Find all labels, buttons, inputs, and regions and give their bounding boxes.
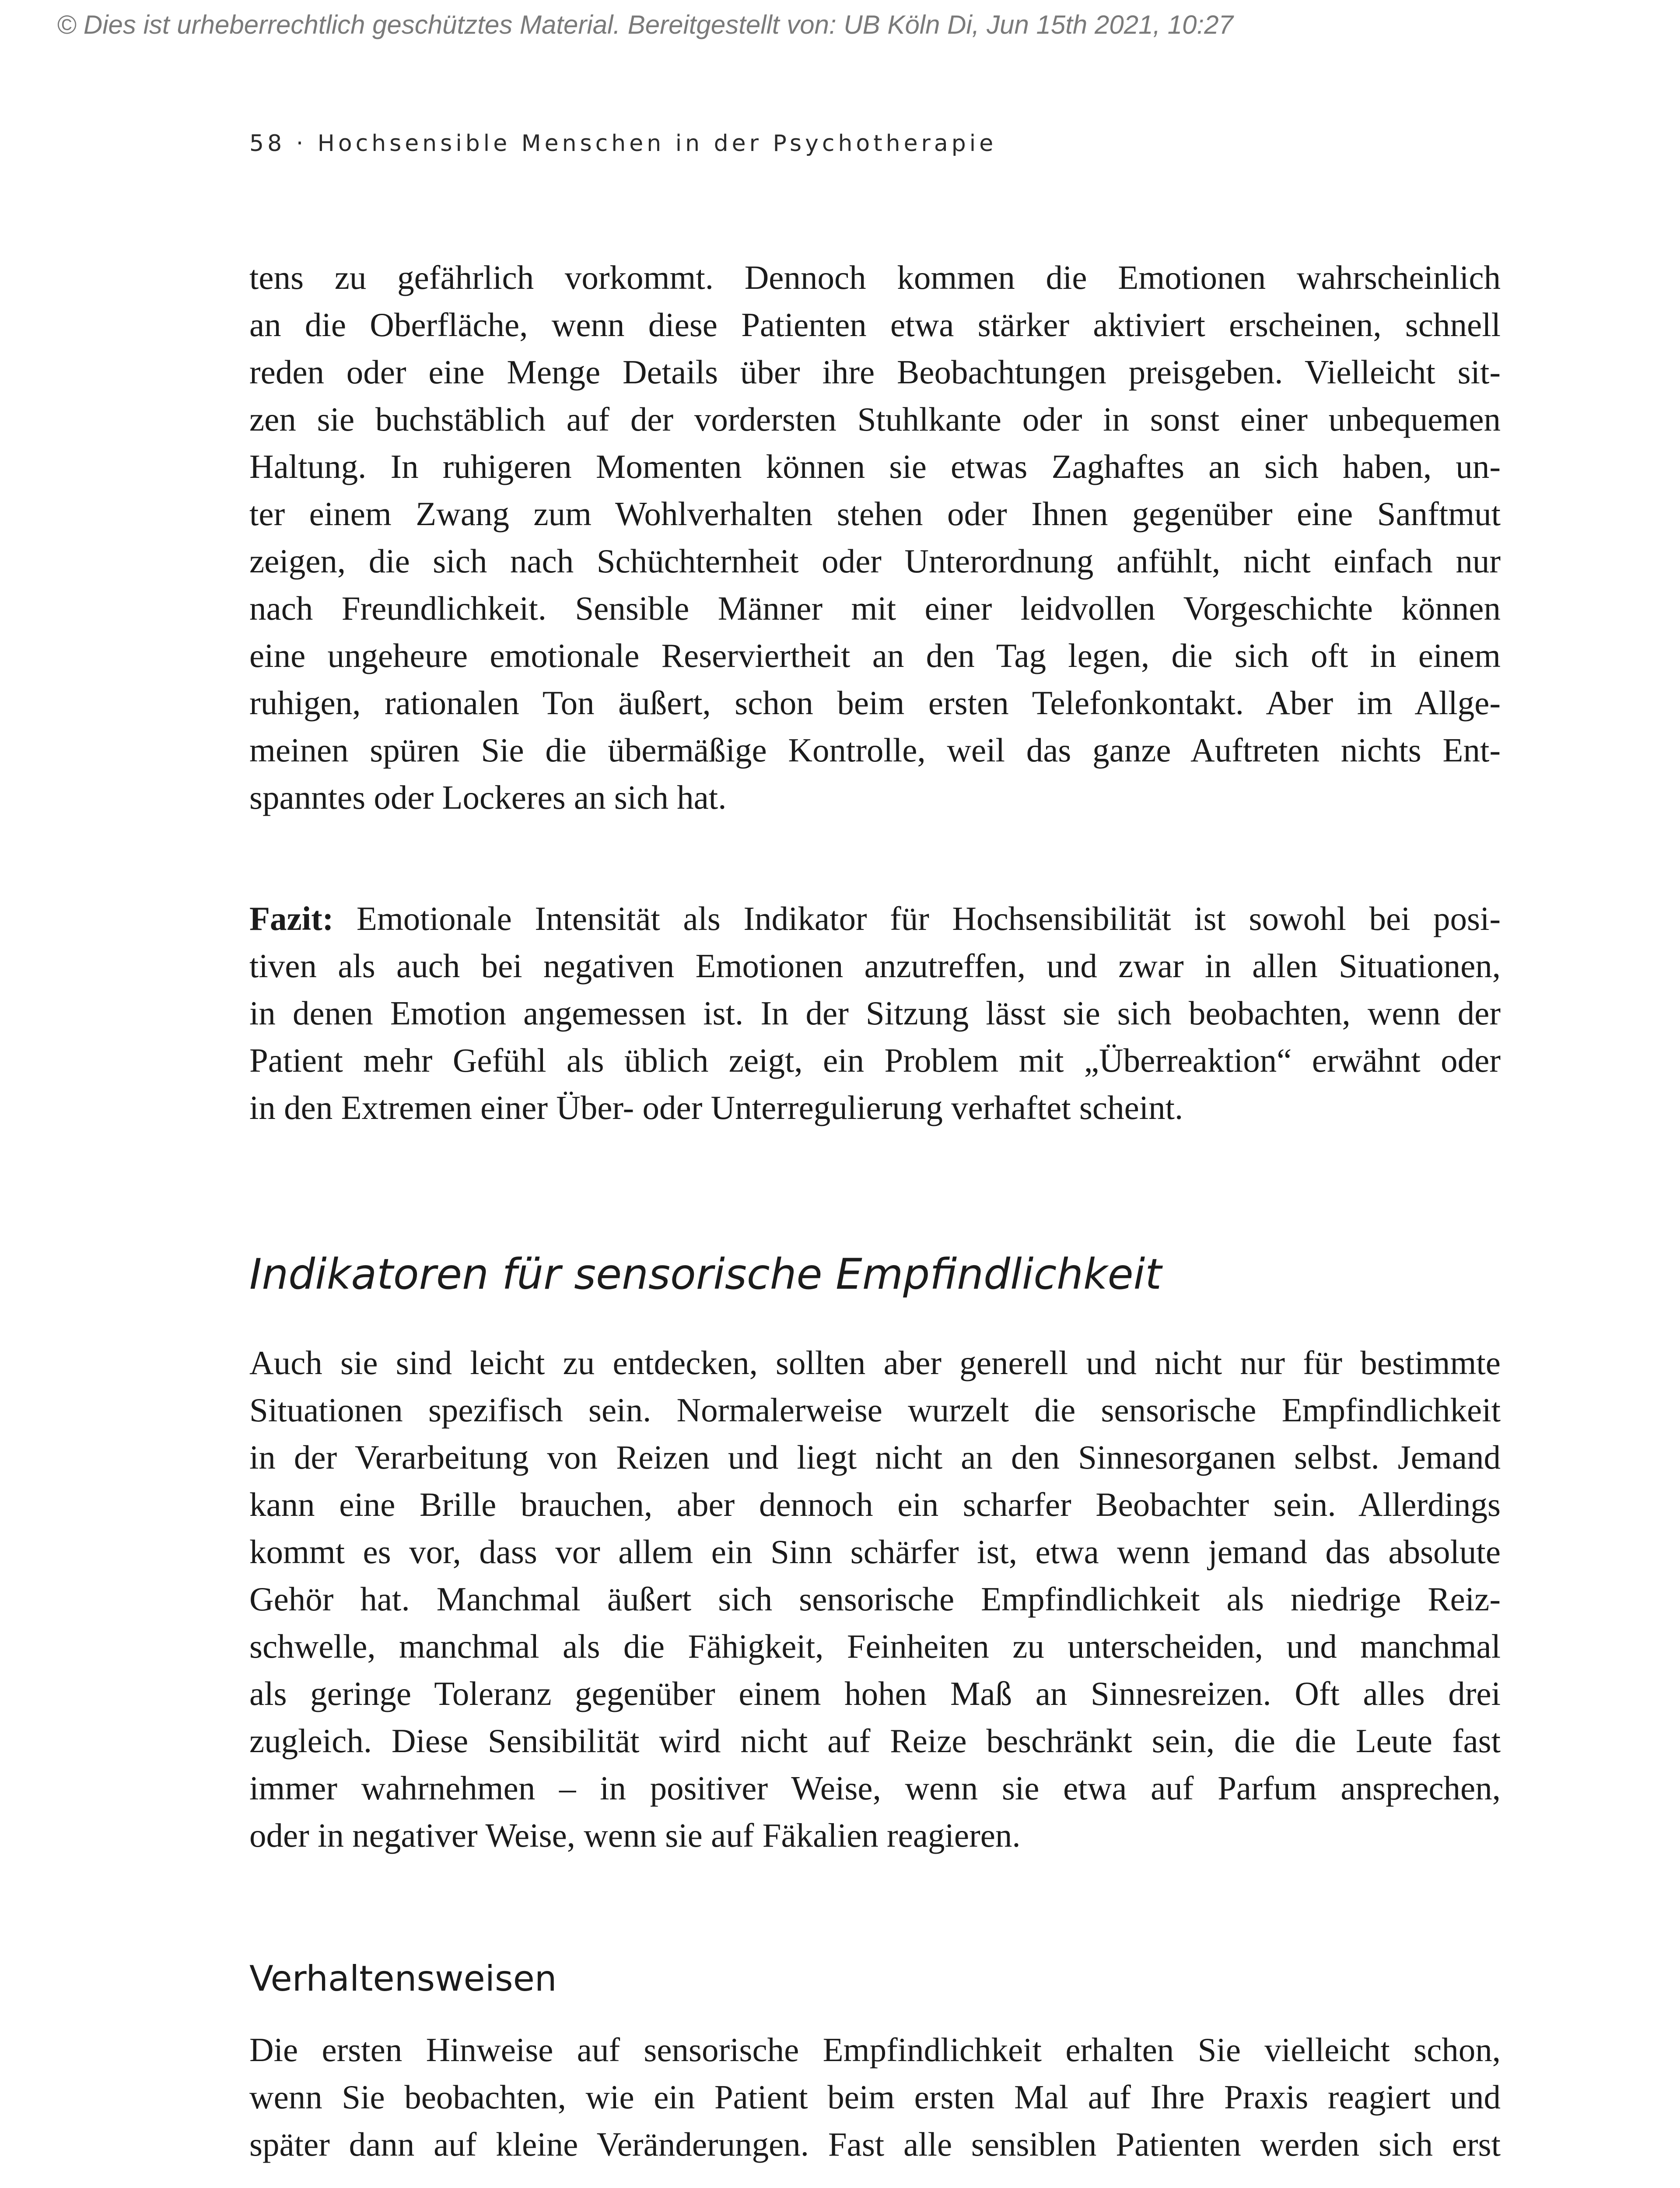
text-line: zugleich. Diese Sensibilität wird nicht auf Reize beschränkt sein, die die Leute fast — [249, 1722, 1501, 1760]
running-head: 58 · Hochsensible Menschen in der Psychotherapie — [249, 130, 997, 157]
section-heading: Indikatoren für sensorische Empfindlichkeit — [249, 1250, 1162, 1299]
text-line: Patient mehr Gefühl als üblich zeigt, ein Problem mit „Überreaktion“ erwähnt oder — [249, 1041, 1501, 1079]
text-line: kann eine Brille brauchen, aber dennoch ein scharfer Beobachter sein. Allerdings — [249, 1486, 1501, 1523]
text-line: in denen Emotion angemessen ist. In der Sitzung lässt sie sich beobachten, wenn der — [249, 994, 1501, 1032]
text-line: Situationen spezifisch sein. Normalerweise wurzelt die sensorische Empfindlichkeit — [249, 1391, 1501, 1429]
text-line: wenn Sie beobachten, wie ein Patient beim ersten Mal auf Ihre Praxis reagiert und — [249, 2078, 1501, 2116]
text-line: Die ersten Hinweise auf sensorische Empfindlichkeit erhalten Sie vielleicht schon, — [249, 2031, 1501, 2069]
text-line: später dann auf kleine Veränderungen. Fast alle sensiblen Patienten werden sich erst — [249, 2125, 1501, 2163]
text-line: eine ungeheure emotionale Reserviertheit an den Tag legen, die sich oft in einem — [249, 637, 1501, 674]
text-line: tiven als auch bei negativen Emotionen anzutreffen, und zwar in allen Situationen, — [249, 947, 1501, 985]
text-line: in der Verarbeitung von Reizen und liegt nicht an den Sinnesorganen selbst. Jemand — [249, 1438, 1501, 1476]
text-line: immer wahrnehmen – in positiver Weise, wenn sie etwa auf Parfum ansprechen, — [249, 1769, 1501, 1807]
text-line: kommt es vor, dass vor allem ein Sinn schärfer ist, etwa wenn jemand das absolute — [249, 1533, 1501, 1571]
text-line: als geringe Toleranz gegenüber einem hohen Maß an Sinnesreizen. Oft alles drei — [249, 1675, 1501, 1712]
text-line: oder in negativer Weise, wenn sie auf Fäkalien reagieren. — [249, 1816, 1021, 1854]
text-line: meinen spüren Sie die übermäßige Kontrolle, weil das ganze Auftreten nichts Ent- — [249, 731, 1501, 769]
text-line: tens zu gefährlich vorkommt. Dennoch kommen die Emotionen wahrscheinlich — [249, 259, 1501, 296]
text-line: zen sie buchstäblich auf der vordersten Stuhlkante oder in sonst einer unbequemen — [249, 400, 1501, 438]
text-line: nach Freundlichkeit. Sensible Männer mit einer leidvollen Vorgeschichte können — [249, 589, 1501, 627]
text-line: schwelle, manchmal als die Fähigkeit, Feinheiten zu unterscheiden, und manchmal — [249, 1627, 1501, 1665]
text-line: reden oder eine Menge Details über ihre Beobachtungen preisgeben. Vielleicht sit- — [249, 353, 1501, 391]
sub-heading: Verhaltensweisen — [249, 1958, 557, 1999]
text-line: in den Extremen einer Über- oder Unterregulierung verhaftet scheint. — [249, 1089, 1183, 1126]
text-line: Gehör hat. Manchmal äußert sich sensorische Empfindlichkeit als niedrige Reiz- — [249, 1580, 1501, 1618]
paragraph-emotion-control — [249, 254, 1501, 821]
text-line: ruhigen, rationalen Ton äußert, schon beim ersten Telefonkontakt. Aber im Allge- — [249, 684, 1501, 722]
text-line: zeigen, die sich nach Schüchternheit oder Unterordnung anfühlt, nicht einfach nur — [249, 542, 1501, 580]
text-line: Auch sie sind leicht zu entdecken, sollten aber generell und nicht nur für bestimmte — [249, 1344, 1501, 1382]
text-line: ter einem Zwang zum Wohlverhalten stehen oder Ihnen gegenüber eine Sanftmut — [249, 495, 1501, 533]
text-line: an die Oberfläche, wenn diese Patienten etwa stärker aktiviert erscheinen, schnell — [249, 306, 1501, 344]
fazit-label: Fazit: — [249, 900, 334, 937]
paragraph-behaviour — [249, 2026, 1501, 2168]
text-line: spanntes oder Lockeres an sich hat. — [249, 778, 727, 816]
text-line — [249, 895, 1501, 942]
fazit-paragraph — [249, 895, 1501, 1131]
fazit-first-line: Emotionale Intensität als Indikator für Hochsensibilität ist sowohl bei posi- — [333, 900, 1501, 937]
paragraph-sensory-sensitivity — [249, 1339, 1501, 1859]
copyright-watermark: © Dies ist urheberrechtlich geschütztes Material. Bereitgestellt von: UB Köln Di, Jun 15th 2021, 10:27 — [57, 10, 1233, 39]
text-line: Haltung. In ruhigeren Momenten können sie etwas Zaghaftes an sich haben, un- — [249, 448, 1501, 485]
